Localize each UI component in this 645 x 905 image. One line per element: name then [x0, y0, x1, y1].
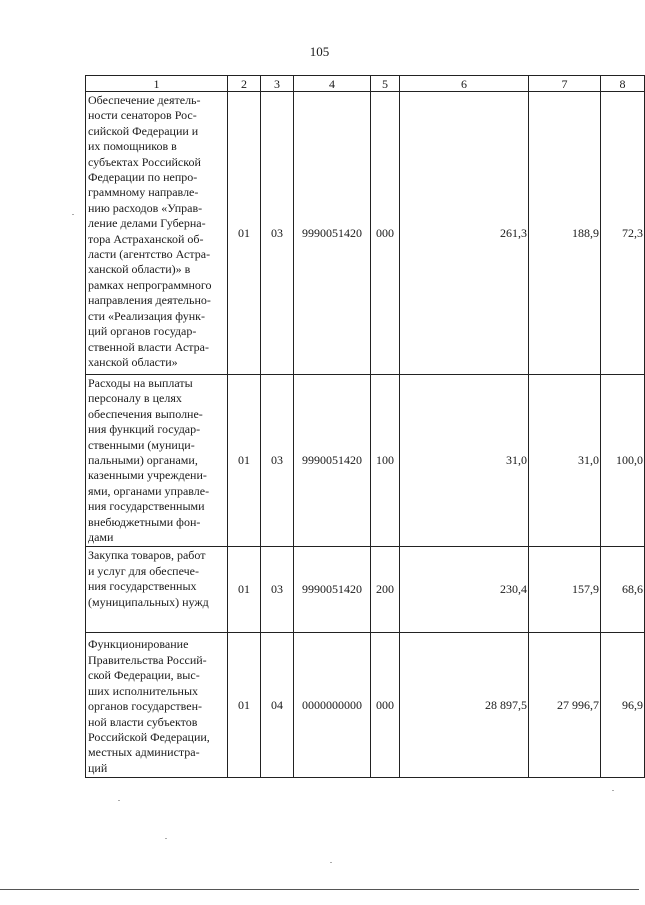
amount-col6: 230,4 [400, 547, 529, 633]
header-cell-1: 1 [86, 76, 228, 92]
scan-speck [118, 800, 120, 801]
subsection-code: 03 [261, 375, 294, 547]
row-description [86, 547, 228, 633]
amount-col6: 31,0 [400, 375, 529, 547]
target-article-code: 9990051420 [294, 375, 371, 547]
subsection-code: 03 [261, 92, 294, 375]
header-cell-4: 4 [294, 76, 371, 92]
section-code: 01 [228, 92, 261, 375]
row-description-text: Функционирование Правительства Россий- ской Федерации, выс- ших исполнительных органов государствен- ной власти субъектов Российской Федерации, местных администра- ций [88, 637, 210, 775]
row-description-text: Закупка товаров, работ и услуг для обеспече- ния государственных (муниципальных) нужд [88, 548, 209, 609]
amount-col7: 157,9 [529, 547, 601, 633]
scan-speck [330, 862, 332, 863]
expense-type-code: 100 [371, 375, 400, 547]
header-row [86, 76, 645, 92]
percent-col8: 72,3 [601, 92, 645, 375]
table-row [86, 92, 645, 375]
subsection-code: 03 [261, 547, 294, 633]
percent-col8: 96,9 [601, 633, 645, 778]
table-row [86, 375, 645, 547]
scan-speck [612, 790, 614, 791]
table-row [86, 633, 645, 778]
header-cell-7: 7 [529, 76, 601, 92]
scan-edge-line [0, 889, 639, 890]
percent-col8: 68,6 [601, 547, 645, 633]
header-cell-5: 5 [371, 76, 400, 92]
page-number: 105 [309, 44, 330, 59]
header-cell-8: 8 [601, 76, 645, 92]
row-description [86, 375, 228, 547]
scan-speck [72, 214, 74, 215]
amount-col7: 31,0 [529, 375, 601, 547]
amount-col6: 28 897,5 [400, 633, 529, 778]
scan-speck [165, 838, 167, 839]
target-article-code: 9990051420 [294, 547, 371, 633]
expense-type-code: 000 [371, 92, 400, 375]
percent-col8: 100,0 [601, 375, 645, 547]
subsection-code: 04 [261, 633, 294, 778]
amount-col6: 261,3 [400, 92, 529, 375]
row-description [86, 633, 228, 778]
target-article-code: 9990051420 [294, 92, 371, 375]
expense-type-code: 000 [371, 633, 400, 778]
amount-col7: 27 996,7 [529, 633, 601, 778]
header-cell-2: 2 [228, 76, 261, 92]
table-row [86, 547, 645, 633]
row-description-text: Обеспечение деятель- ности сенаторов Рос- сийской Федерации и их помощников в субъектах Российской Федерации по непро- граммному направле- нию расходов «Управ- ление делами Губерна- тора Астраханской об- ласти (агентство Астра- ханской области)» в рамках непрограммного направления деятельно- сти «Реализация функ- ций органов государ- ственной власти Астра- ханской области» [88, 93, 212, 369]
budget-table [85, 75, 645, 778]
section-code: 01 [228, 375, 261, 547]
expense-type-code: 200 [371, 547, 400, 633]
row-description-text: Расходы на выплаты персоналу в целях обеспечения выполне- ния функций государ- ственными (муници- пальными) органами, казенными учреждени- ями, органами управле- ния государственными внебюджетными фон- дами [88, 376, 210, 545]
header-cell-3: 3 [261, 76, 294, 92]
row-description [86, 92, 228, 375]
amount-col7: 188,9 [529, 92, 601, 375]
target-article-code: 0000000000 [294, 633, 371, 778]
header-cell-6: 6 [400, 76, 529, 92]
section-code: 01 [228, 547, 261, 633]
section-code: 01 [228, 633, 261, 778]
